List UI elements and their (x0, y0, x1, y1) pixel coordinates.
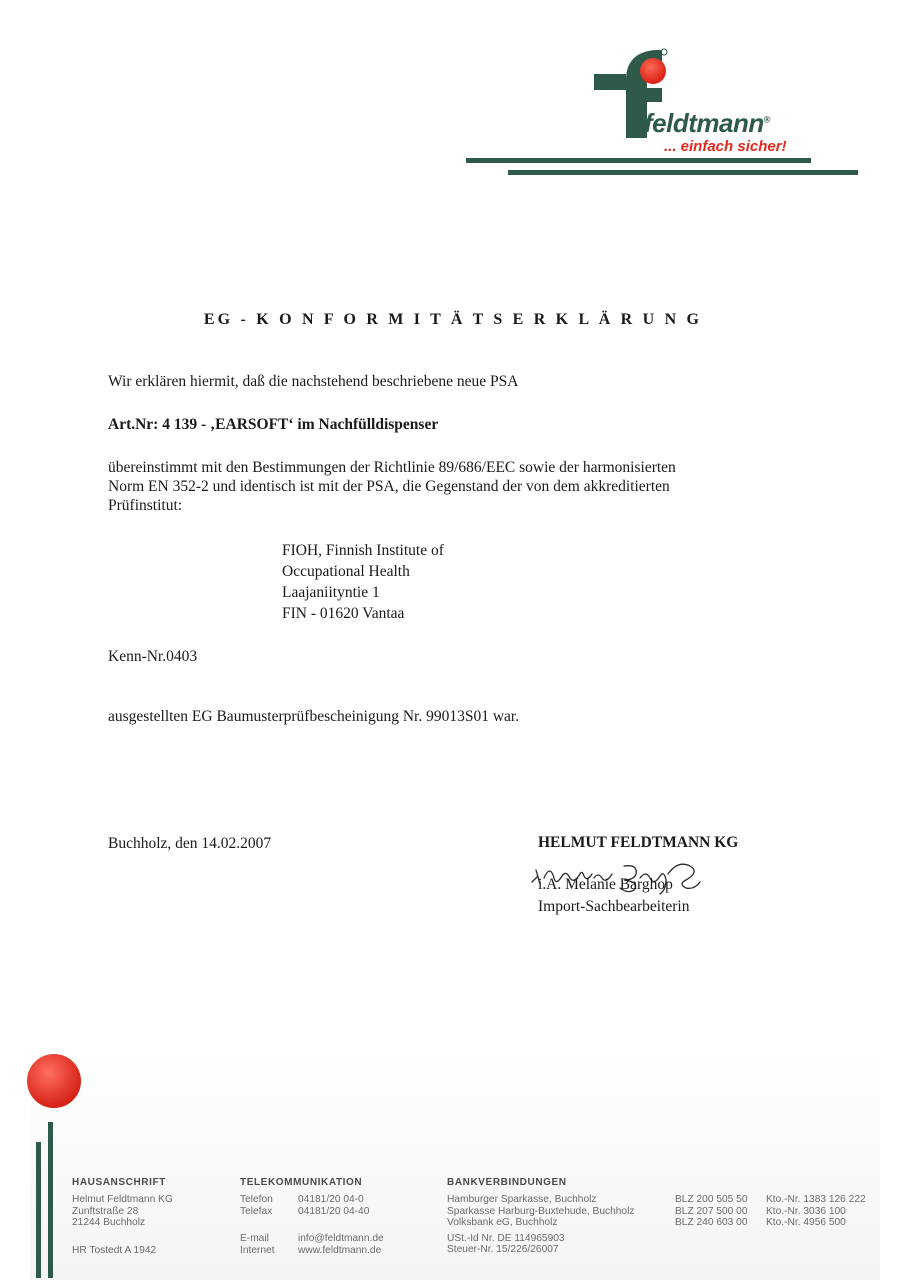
phone-value: 04181/20 04-0 (298, 1194, 364, 1205)
bank-heading: BANKVERBINDUNGEN (447, 1177, 567, 1188)
web-value: www.feldtmann.de (298, 1244, 382, 1256)
web-label: Internet (240, 1244, 275, 1256)
footer-address (72, 1177, 173, 1256)
email-label: E-mail (240, 1233, 269, 1244)
bank-row (447, 1194, 866, 1206)
conformity-line: übereinstimmt mit den Bestimmungen der Richtlinie 89/686/EEC sowie der harmonisierten (108, 459, 676, 476)
bank-row (447, 1206, 866, 1218)
address-line: Zunftstraße 28 (72, 1205, 139, 1217)
article-line: Art.Nr: 4 139 - ‚EARSOFT‘ im Nachfülldispenser (108, 416, 439, 433)
institute-line: Laajaniityntie 1 (282, 584, 380, 601)
fax-value: 04181/20 04-40 (298, 1205, 370, 1217)
signatory-name: i.A. Melanie Barghop (538, 876, 673, 893)
vat-id: USt.-Id Nr. DE 114965903 (447, 1232, 565, 1244)
address-heading: HAUSANSCHRIFT (72, 1177, 166, 1188)
bank-account: Kto.-Nr. 4956 500 (766, 1217, 846, 1228)
logo-slogan: ... einfach sicher! (664, 138, 787, 155)
address-line: Helmut Feldtmann KG (72, 1194, 173, 1205)
bank-account: Kto.-Nr. 3036 100 (766, 1205, 846, 1217)
signatory-role: Import-Sachbearbeiterin (538, 898, 690, 915)
email-value: info@feldtmann.de (298, 1233, 384, 1244)
institute-line: FIOH, Finnish Institute of (282, 542, 444, 559)
intro-text: Wir erklären hiermit, daß die nachstehend beschriebene neue PSA (108, 373, 519, 390)
phone-label: Telefon (240, 1194, 273, 1205)
footer-bank (447, 1177, 866, 1256)
bank-name: Hamburger Sparkasse, Buchholz (447, 1194, 597, 1205)
bank-name: Sparkasse Harburg-Buxtehude, Buchholz (447, 1205, 635, 1217)
document-title: EG - K O N F O R M I T Ä T S E R K L Ä R U N G (203, 311, 703, 328)
bank-blz: BLZ 200 505 50 (675, 1194, 748, 1205)
phone-row (240, 1194, 384, 1206)
address-line: 21244 Buchholz (72, 1217, 146, 1228)
footer-telecom (240, 1177, 384, 1256)
bank-row (447, 1217, 866, 1229)
telecom-heading: TELEKOMMUNIKATION (240, 1177, 363, 1188)
kenn-nr: Kenn-Nr.0403 (108, 648, 198, 665)
bank-blz: BLZ 207 500 00 (675, 1205, 748, 1217)
conformity-text (108, 458, 676, 515)
tax-number: Steuer-Nr. 15/226/26007 (447, 1244, 559, 1255)
institute-address (282, 540, 444, 624)
bank-account: Kto.-Nr. 1383 126 222 (766, 1194, 866, 1205)
web-row (240, 1245, 384, 1257)
conformity-line: Prüfinstitut: (108, 497, 183, 514)
company-name: HELMUT FELDTMANN KG (538, 834, 739, 851)
institute-line: Occupational Health (282, 563, 410, 580)
email-row (240, 1233, 384, 1245)
register-number: HR Tostedt A 1942 (72, 1244, 157, 1256)
fax-label: Telefax (240, 1205, 273, 1217)
logo-wordmark: feldtmann® (644, 108, 770, 138)
bank-blz: BLZ 240 603 00 (675, 1217, 748, 1228)
certificate-text: ausgestellten EG Baumusterprüfbescheinigung Nr. 99013S01 war. (108, 708, 520, 725)
conformity-line: Norm EN 352-2 und identisch ist mit der PSA, die Gegenstand der von dem akkreditierten (108, 478, 670, 495)
institute-line: FIN - 01620 Vantaa (282, 605, 405, 622)
bank-name: Volksbank eG, Buchholz (447, 1217, 558, 1228)
fax-row (240, 1206, 384, 1218)
place-date: Buchholz, den 14.02.2007 (108, 835, 272, 852)
